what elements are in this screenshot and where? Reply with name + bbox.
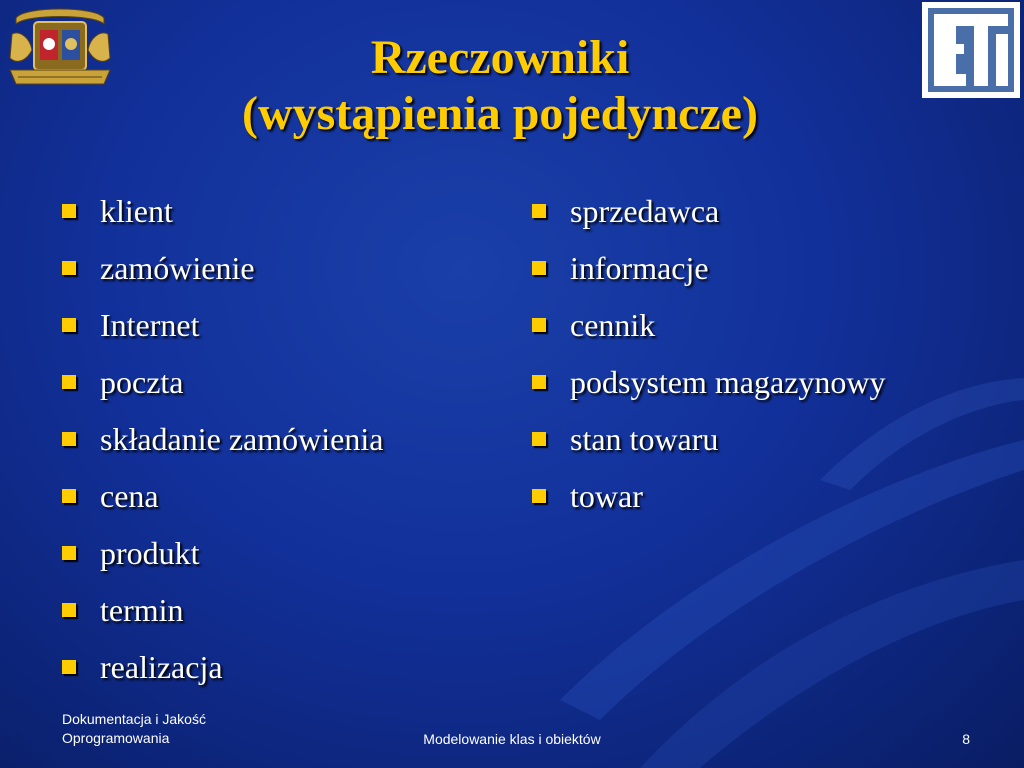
list-item	[532, 478, 886, 535]
list-item	[62, 364, 383, 421]
list-item-text: podsystem magazynowy	[570, 364, 886, 400]
slide-title-line-1: Rzeczowniki	[370, 31, 630, 84]
square-bullet-icon	[532, 204, 546, 218]
right-noun-list	[532, 193, 886, 535]
square-bullet-icon	[62, 489, 76, 503]
list-item	[62, 535, 383, 592]
list-item	[532, 421, 886, 478]
list-item-text: informacje	[570, 250, 709, 286]
list-item-text: klient	[100, 193, 173, 229]
list-item-text: cennik	[570, 307, 656, 343]
list-item	[62, 649, 383, 706]
list-item	[62, 307, 383, 364]
list-item-text: sprzedawca	[570, 193, 720, 229]
square-bullet-icon	[62, 603, 76, 617]
list-item-text: realizacja	[100, 649, 223, 685]
list-item-text: produkt	[100, 535, 200, 571]
square-bullet-icon	[62, 318, 76, 332]
footer-course-line-1: Dokumentacja i Jakość	[62, 711, 206, 727]
footer-topic: Modelowanie klas i obiektów	[423, 731, 601, 747]
list-item	[532, 250, 886, 307]
square-bullet-icon	[532, 375, 546, 389]
list-item	[62, 421, 383, 478]
square-bullet-icon	[532, 261, 546, 275]
slide-title-line-2: (wystąpienia pojedyncze)	[242, 87, 758, 140]
square-bullet-icon	[532, 432, 546, 446]
square-bullet-icon	[532, 318, 546, 332]
list-item	[532, 307, 886, 364]
square-bullet-icon	[62, 660, 76, 674]
list-item-text: cena	[100, 478, 159, 514]
slide-title	[0, 30, 1000, 142]
list-item	[532, 364, 886, 421]
list-item	[62, 478, 383, 535]
square-bullet-icon	[62, 204, 76, 218]
list-item	[62, 193, 383, 250]
footer-course-line-2: Oprogramowania	[62, 730, 170, 746]
square-bullet-icon	[62, 546, 76, 560]
list-item-text: składanie zamówienia	[100, 421, 384, 457]
list-item-text: towar	[570, 478, 643, 514]
list-item	[532, 193, 886, 250]
square-bullet-icon	[62, 432, 76, 446]
left-noun-list	[62, 193, 383, 706]
list-item	[62, 250, 383, 307]
list-item-text: poczta	[100, 364, 184, 400]
square-bullet-icon	[62, 261, 76, 275]
list-item-text: Internet	[100, 307, 200, 343]
list-item-text: termin	[100, 592, 184, 628]
list-item-text: zamówienie	[100, 250, 255, 286]
square-bullet-icon	[62, 375, 76, 389]
square-bullet-icon	[532, 489, 546, 503]
list-item	[62, 592, 383, 649]
list-item-text: stan towaru	[570, 421, 719, 457]
page-number: 8	[962, 731, 970, 747]
